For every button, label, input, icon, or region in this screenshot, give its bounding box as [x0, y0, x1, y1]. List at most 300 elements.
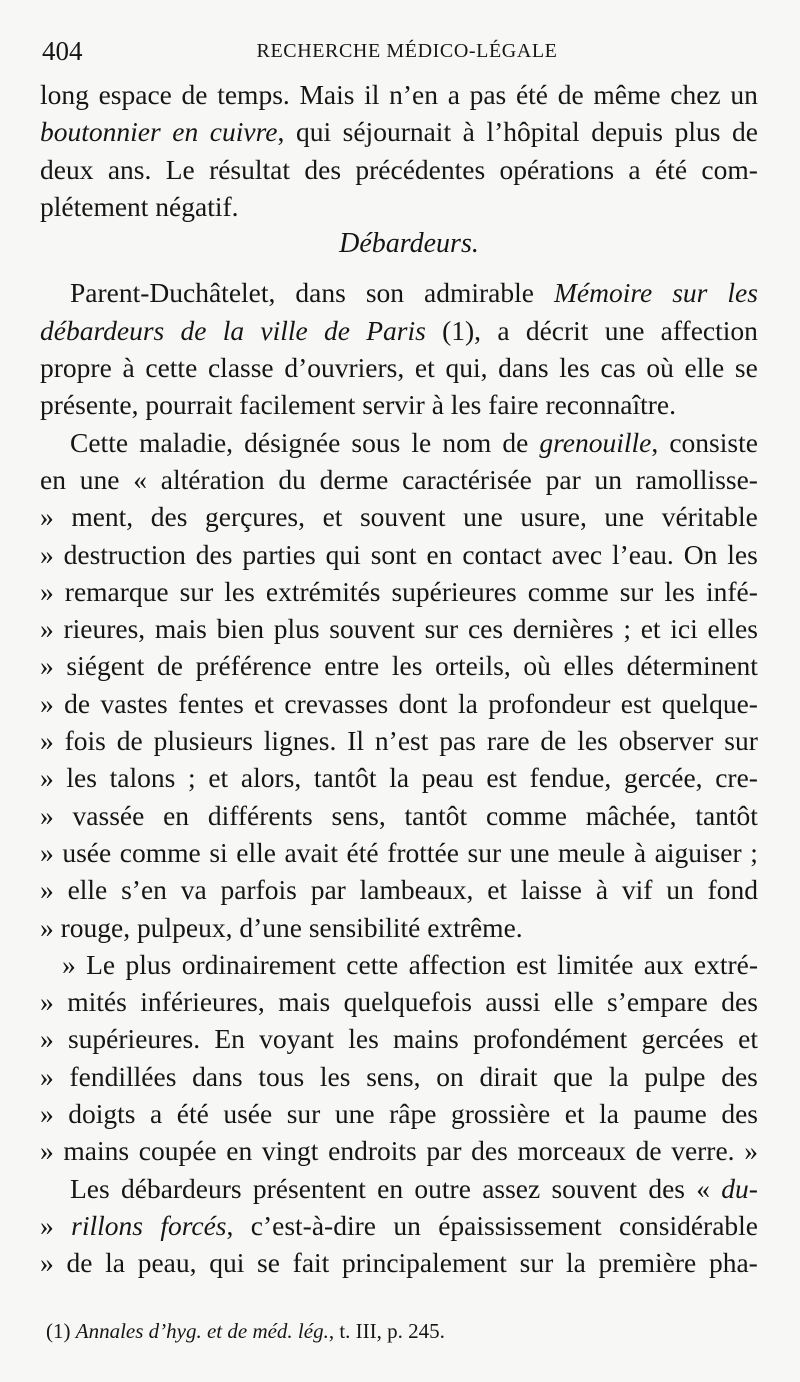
word [347, 722, 364, 759]
text: vassée [72, 799, 145, 831]
text: classe [207, 352, 274, 384]
word [517, 1132, 625, 1169]
text: de [635, 1135, 662, 1167]
text: c’est-à-dire [250, 1209, 376, 1241]
word [662, 498, 758, 535]
text: se [734, 352, 758, 384]
text: dirait [479, 1060, 538, 1092]
text: s’en [121, 874, 167, 906]
word [66, 647, 144, 684]
word [260, 312, 307, 349]
word [348, 1020, 379, 1057]
word [424, 274, 534, 311]
text: été [346, 836, 379, 868]
text: considérable [619, 1209, 758, 1241]
word [360, 871, 474, 908]
word [284, 349, 404, 386]
word [40, 797, 54, 834]
word [675, 113, 721, 150]
text: une [604, 501, 645, 533]
text: et [414, 352, 435, 384]
word [326, 536, 361, 573]
word [40, 573, 54, 610]
text: com- [701, 153, 758, 185]
word [666, 871, 694, 908]
text-line [40, 685, 758, 722]
text: qui [295, 116, 332, 148]
word [332, 797, 386, 834]
word [71, 1207, 143, 1244]
word [586, 797, 677, 834]
word [151, 498, 188, 535]
footnote-source: Annales d’hyg. et de méd. lég. [75, 1319, 329, 1343]
word [108, 151, 152, 188]
word [40, 1207, 54, 1244]
text: « [133, 463, 147, 495]
text: limitée [557, 948, 634, 980]
word [139, 1132, 217, 1169]
text: comme [527, 575, 609, 607]
word [644, 1058, 705, 1095]
footnote [46, 1318, 445, 1344]
word [120, 834, 201, 871]
word [486, 759, 517, 796]
text: usée [223, 1098, 273, 1130]
word [485, 983, 540, 1020]
text: a [497, 314, 510, 346]
word [664, 573, 695, 610]
text: aiguiser [654, 836, 742, 868]
text: ici [670, 613, 698, 645]
word [181, 871, 207, 908]
text: un [594, 463, 622, 495]
word [599, 1244, 697, 1281]
text: verre. [671, 1135, 735, 1167]
text: fond [707, 874, 758, 906]
word [278, 461, 306, 498]
text: sur [179, 575, 214, 607]
text: de [540, 725, 567, 757]
footnote-reference: , t. III, p. 245. [328, 1319, 445, 1343]
text: espace [98, 79, 172, 110]
text: les [577, 725, 608, 757]
text: elle [236, 836, 276, 868]
word [371, 536, 417, 573]
word [314, 759, 377, 796]
italic-text: en [172, 116, 199, 148]
text-line [40, 983, 758, 1020]
text: épaississement [438, 1209, 602, 1241]
word [342, 1244, 507, 1281]
text: des [304, 153, 342, 185]
text: dont [398, 687, 448, 719]
word [101, 685, 168, 722]
text: cas [600, 352, 636, 384]
text: long [40, 79, 89, 110]
word [259, 1020, 334, 1057]
italic-text: la [222, 314, 245, 346]
word [192, 1058, 242, 1095]
text: les [559, 352, 590, 384]
word [402, 461, 532, 498]
word [70, 424, 128, 461]
text: les [224, 575, 255, 607]
text: fendillées [69, 1060, 177, 1092]
text: où [523, 650, 551, 682]
word [196, 647, 312, 684]
word [636, 1132, 662, 1169]
text: , [651, 426, 659, 458]
word [721, 1058, 758, 1095]
italic-text: les [727, 277, 758, 309]
word [320, 1058, 351, 1095]
text: et [487, 874, 508, 906]
word [285, 834, 338, 871]
text: extré- [693, 948, 758, 980]
word [520, 498, 586, 535]
word [701, 151, 758, 188]
text: préférence [195, 650, 312, 682]
word [140, 983, 264, 1020]
text: est [486, 762, 517, 794]
text: plus [674, 116, 721, 148]
word [324, 312, 350, 349]
word [99, 76, 172, 113]
word [706, 573, 758, 610]
word [619, 1207, 758, 1244]
word [487, 871, 507, 908]
text: et [322, 501, 343, 533]
text: observer [618, 725, 714, 757]
text: tantôt [404, 799, 468, 831]
word [40, 685, 54, 722]
text: d’ouvriers, [284, 352, 405, 384]
word [251, 1207, 376, 1244]
word [40, 151, 93, 188]
text: deux [40, 153, 94, 185]
text: « [696, 1172, 710, 1204]
word [596, 871, 608, 908]
word [161, 461, 265, 498]
word [323, 498, 343, 535]
word [486, 113, 579, 150]
text: et [208, 762, 229, 794]
text: contact [462, 538, 542, 570]
italic-text: du- [721, 1172, 758, 1204]
word [540, 722, 566, 759]
text: à [633, 836, 647, 868]
word [662, 685, 758, 722]
text-line [40, 424, 758, 461]
word [516, 946, 547, 983]
word [62, 946, 76, 983]
text: » [40, 650, 54, 682]
text: présente, pourrait facilement servir à les faire reconnaître. [40, 389, 676, 421]
text: va [180, 874, 207, 906]
word [181, 312, 207, 349]
word [500, 151, 615, 188]
word [498, 349, 548, 386]
word [157, 647, 183, 684]
word [730, 76, 758, 113]
text-line [40, 946, 758, 983]
word [422, 759, 474, 796]
text-line [40, 834, 758, 871]
word [71, 498, 133, 535]
word [708, 610, 758, 647]
word [145, 349, 197, 386]
text: de [731, 116, 758, 148]
word [242, 536, 315, 573]
text-line [40, 909, 758, 946]
text: première [598, 1247, 697, 1279]
text: ; [188, 762, 196, 794]
word [468, 610, 503, 647]
text: » [40, 986, 54, 1018]
text: » [40, 1209, 54, 1241]
text: infé- [705, 575, 758, 607]
italic-text: forcés [160, 1209, 227, 1241]
word [442, 312, 481, 349]
word [86, 946, 115, 983]
text: ramollisse- [635, 463, 758, 495]
word [328, 1132, 417, 1169]
word [387, 834, 459, 871]
text: depuis [591, 116, 663, 148]
text: » [40, 501, 54, 533]
text: été [654, 153, 688, 185]
word [595, 461, 623, 498]
italic-text: débardeurs [40, 314, 165, 346]
text: opérations [499, 153, 615, 185]
text: Parent-Duchâtelet, [70, 277, 276, 309]
text: » [40, 1023, 54, 1055]
word [604, 498, 644, 535]
text-line [40, 274, 758, 311]
italic-text: rillons [71, 1209, 143, 1241]
text: avec [551, 538, 603, 570]
text-line [40, 188, 758, 225]
text: les [66, 762, 97, 794]
text: fois [64, 725, 106, 757]
word [391, 573, 516, 610]
text: qui, [445, 352, 488, 384]
word [110, 759, 176, 796]
text: altération [160, 463, 265, 495]
word [661, 312, 758, 349]
word [655, 834, 742, 871]
word [405, 797, 468, 834]
text: qui [325, 538, 361, 570]
text-line [40, 722, 758, 759]
text: véritable [661, 501, 758, 533]
word [208, 759, 228, 796]
text: déterminent [626, 650, 758, 682]
word [121, 871, 167, 908]
text: profondeur [488, 687, 611, 719]
text: parties [242, 538, 316, 570]
word [40, 722, 54, 759]
word [411, 424, 431, 461]
text: tous [258, 1060, 305, 1092]
word [521, 871, 582, 908]
text: derme [319, 463, 389, 495]
word [426, 1132, 461, 1169]
word [669, 424, 758, 461]
text: où [646, 352, 674, 384]
word [473, 1020, 627, 1057]
text: peau [421, 762, 474, 794]
word [209, 151, 290, 188]
word [377, 1170, 403, 1207]
word [224, 573, 255, 610]
text: meule [558, 836, 626, 868]
text: lambeaux, [359, 874, 474, 906]
word [66, 759, 97, 796]
word [744, 1132, 758, 1169]
word [188, 759, 196, 796]
word [445, 349, 487, 386]
word [355, 151, 485, 188]
text: caractérisée [402, 463, 532, 495]
word [558, 76, 584, 113]
text: un [666, 874, 694, 906]
text: sous [351, 426, 401, 458]
word [607, 983, 708, 1020]
text: admirable [424, 277, 534, 309]
word [40, 834, 54, 871]
text: l’hôpital [486, 116, 580, 148]
word [708, 871, 758, 908]
word [732, 113, 758, 150]
italic-text: de [324, 314, 350, 346]
text: endroits [328, 1135, 417, 1167]
text: » [62, 948, 76, 980]
text: mais [278, 986, 331, 1018]
word [624, 759, 703, 796]
word [670, 610, 698, 647]
text: n’en [389, 79, 438, 110]
text: les [319, 1060, 351, 1092]
text: fentes [178, 687, 244, 719]
word [641, 1020, 723, 1057]
text: » [40, 874, 54, 906]
text: de [502, 426, 529, 458]
word [360, 498, 446, 535]
text: comme [485, 799, 567, 831]
word [393, 1020, 459, 1057]
word [727, 274, 758, 311]
word [389, 76, 438, 113]
text: souvent [359, 501, 446, 533]
text: des [721, 986, 758, 1018]
word [593, 76, 660, 113]
word [266, 573, 381, 610]
text: par [545, 463, 581, 495]
text: alors, [240, 762, 302, 794]
word [451, 1095, 550, 1132]
text: pas [469, 79, 507, 110]
text: à [462, 116, 475, 148]
word [601, 349, 636, 386]
text: sont [370, 538, 417, 570]
text: sens, [366, 1060, 421, 1092]
word [684, 536, 718, 573]
text: On [683, 538, 718, 570]
word [609, 1058, 629, 1095]
text: de [557, 79, 584, 110]
word [258, 1058, 304, 1095]
word [40, 536, 54, 573]
word [482, 1170, 540, 1207]
text: supérieures [391, 575, 517, 607]
text: gercée, [623, 762, 703, 794]
word [262, 1132, 319, 1169]
word [236, 834, 276, 871]
word [612, 536, 674, 573]
text: Le [86, 948, 116, 980]
text: sur [724, 725, 758, 757]
text: pas [439, 725, 476, 757]
word [554, 983, 594, 1020]
word [488, 685, 610, 722]
word [591, 113, 663, 150]
word [182, 76, 208, 113]
text: » rouge, pulpeux, d’une sensibilité extrême. [40, 911, 523, 943]
word [196, 536, 233, 573]
text: sur [519, 1247, 554, 1279]
text: et [254, 687, 275, 719]
text: un [393, 1209, 421, 1241]
text-line [40, 312, 758, 349]
text: aux [643, 948, 684, 980]
text: comme [119, 836, 201, 868]
word [287, 1095, 321, 1132]
text: tantôt [695, 799, 758, 831]
text: l’eau. [611, 538, 674, 570]
text: bien [216, 613, 264, 645]
text: même [593, 79, 661, 110]
text: » [40, 836, 54, 868]
word [351, 424, 400, 461]
text: mais [154, 613, 207, 645]
word [278, 983, 330, 1020]
word [67, 983, 127, 1020]
text: il [364, 79, 380, 110]
text: par [426, 1135, 462, 1167]
text: de [181, 79, 208, 110]
text-line [40, 386, 758, 423]
word [696, 1170, 710, 1207]
text: désignée [244, 426, 341, 458]
text: de [66, 1247, 93, 1279]
word [324, 647, 379, 684]
text: elle [67, 874, 108, 906]
text: crevasses [284, 687, 389, 719]
text-line [40, 1170, 758, 1207]
word [721, 1095, 758, 1132]
word [329, 610, 415, 647]
word [551, 1170, 637, 1207]
text: mains [393, 1023, 459, 1055]
word [63, 1132, 129, 1169]
word [139, 424, 233, 461]
word [65, 722, 106, 759]
word [366, 312, 426, 349]
word [513, 610, 614, 647]
text: gercées [641, 1023, 724, 1055]
page-number: 404 [42, 36, 83, 66]
